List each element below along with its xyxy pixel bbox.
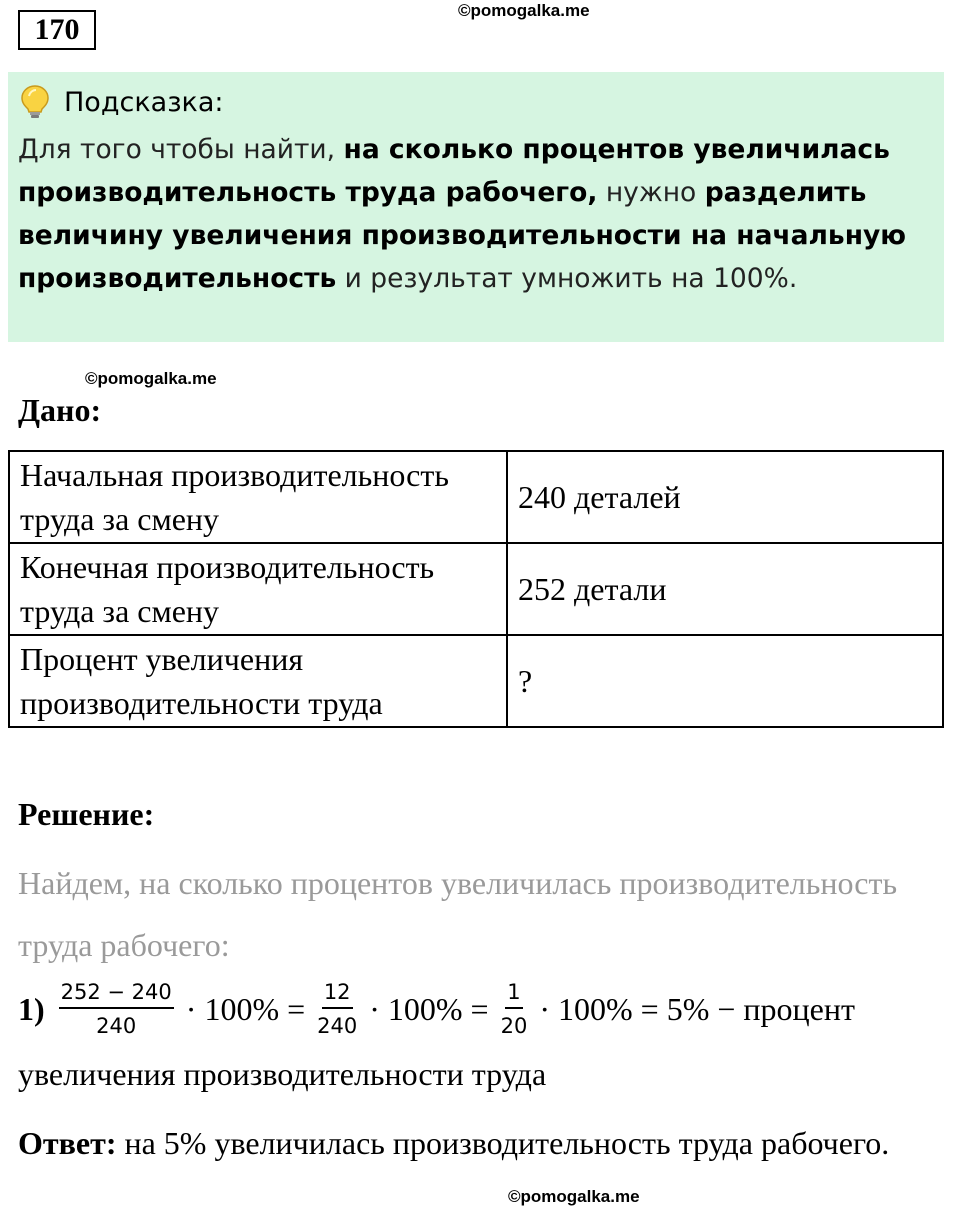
formula-result: · 100% = 5% − процент [539, 990, 855, 1027]
fraction-denominator: 240 [317, 1014, 358, 1038]
formula-operator: · 100% = [369, 990, 489, 1027]
formula-continuation: увеличения производительности труда [18, 1056, 547, 1092]
given-title: Дано: [18, 392, 102, 428]
answer-text: на 5% увеличилась производительность труда рабочего. [116, 1125, 890, 1161]
table-row [9, 543, 943, 635]
task-number: 170 [18, 10, 96, 50]
fraction-numerator: 1 [505, 979, 522, 1009]
fraction-denominator: 20 [500, 1014, 528, 1038]
fraction-numerator: 252 − 240 [59, 979, 174, 1009]
watermark-top: ©pomogalka.me [458, 1, 590, 20]
hint-part-0: Для того чтобы найти, [18, 134, 344, 165]
given-table [8, 450, 944, 728]
formula-operator: · 100% = [185, 990, 306, 1027]
solution-title: Решение: [18, 796, 155, 832]
table-row [9, 451, 943, 543]
given-value: 252 детали [507, 543, 943, 635]
fraction-3 [501, 979, 528, 1039]
hint-part-1: на сколько процентов увеличилась производительность труда рабочего, [18, 134, 890, 208]
hint-text [18, 128, 933, 300]
watermark-bottom: ©pomogalka.me [508, 1187, 640, 1206]
given-label: Процент увеличения производительности труда [9, 635, 507, 727]
hint-title-text: Подсказка: [64, 86, 224, 118]
hint-part-2: нужно [597, 177, 705, 208]
given-value: ? [507, 635, 943, 727]
hint-part-4: и результат умножить на 100%. [336, 263, 798, 294]
fraction-2 [317, 979, 357, 1039]
fraction-numerator: 12 [322, 979, 353, 1009]
formula-line [18, 974, 861, 1044]
solution-intro: Найдем, на сколько процентов увеличилась производительность труда рабочего: [18, 865, 898, 963]
fraction-1 [59, 979, 174, 1039]
table-row [9, 635, 943, 727]
given-label: Начальная производительность труда за смену [9, 451, 507, 543]
step-number: 1) [18, 990, 45, 1027]
hint-part-3: разделить величину увеличения производительности на начальную производительность [18, 177, 907, 294]
fraction-denominator: 240 [96, 1014, 137, 1038]
watermark-middle: ©pomogalka.me [85, 369, 217, 388]
answer [18, 1112, 898, 1174]
hint-title [20, 82, 224, 122]
answer-label: Ответ: [18, 1125, 117, 1161]
lightbulb-icon [20, 84, 50, 120]
given-value: 240 деталей [507, 451, 943, 543]
given-label: Конечная производительность труда за смену [9, 543, 507, 635]
